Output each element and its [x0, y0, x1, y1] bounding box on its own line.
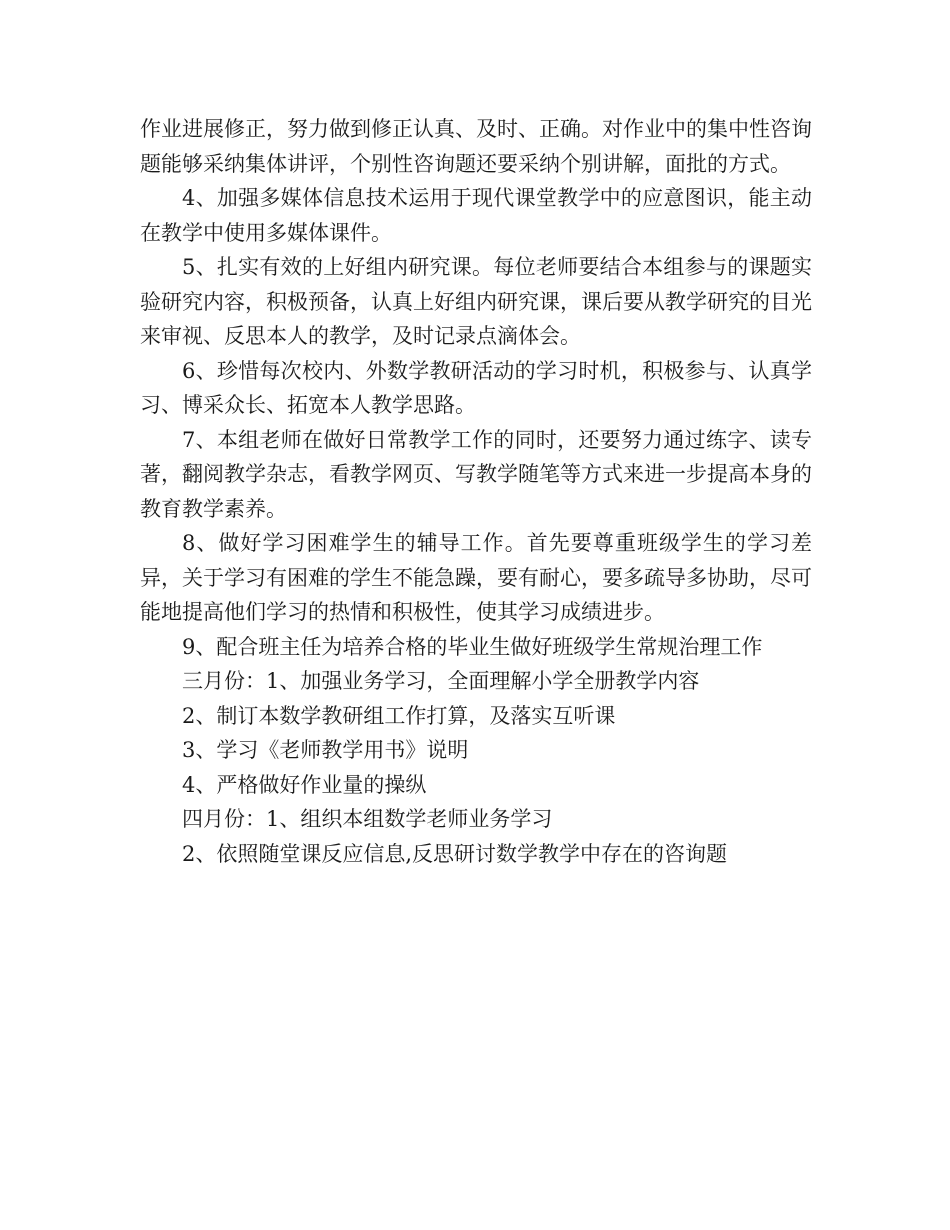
line-march-item-4: 4、严格做好作业量的操纵: [182, 772, 427, 797]
paragraph-item-5-research-lessons: 5、扎实有效的上好组内研究课。每位老师要结合本组参与的课题实验研究内容，积极预备，认真上好组内研究课，课后要从教学研究的目光来审视、反思本人的教学，及时记录点滴体会。: [140, 255, 812, 348]
paragraph-item-7-self-improvement: 7、本组老师在做好日常教学工作的同时，还要努力通过练字、读专著，翻阅教学杂志，看教学网页、写教学随笔等方式来进一步提高本身的教育教学素养。: [140, 427, 812, 521]
document-body: [140, 112, 812, 871]
line-march-item-1: 三月份：1、加强业务学习，全面理解小学全册教学内容: [182, 669, 700, 693]
paragraph-item-4-multimedia: 4、加强多媒体信息技术运用于现代课堂教学中的应意图识，能主动在教学中使用多媒体课件。: [140, 186, 812, 245]
line-march-item-3: 3、学习《老师教学用书》说明: [182, 738, 469, 762]
paragraph-item-8-tutoring: 8、做好学习困难学生的辅导工作。首先要尊重班级学生的学习差异，关于学习有困难的学生不能急躁，要有耐心，要多疏导多协助，尽可能地提高他们学习的热情和积极性，使其学习成绩进步。: [140, 531, 812, 624]
line-april-item-2: 2、依照随堂课反应信息,反思研讨数学教学中存在的咨询题: [182, 841, 728, 866]
line-april-item-1: 四月份：1、组织本组数学老师业务学习: [182, 807, 553, 831]
line-march-item-2: 2、制订本数学教研组工作打算，及落实互听课: [182, 703, 616, 728]
line-item-9-class-management: 9、配合班主任为培养合格的毕业生做好班级学生常规治理工作: [182, 634, 763, 659]
paragraph-item-6-teaching-activities: 6、珍惜每次校内、外数学教研活动的学习时机，积极参与、认真学习、博采众长、拓宽本人教学思路。: [140, 358, 812, 417]
paragraph-homework-correction: 作业进展修正，努力做到修正认真、及时、正确。对作业中的集中性咨询题能够采纳集体讲评，个别性咨询题还要采纳个别讲解，面批的方式。: [140, 117, 812, 176]
